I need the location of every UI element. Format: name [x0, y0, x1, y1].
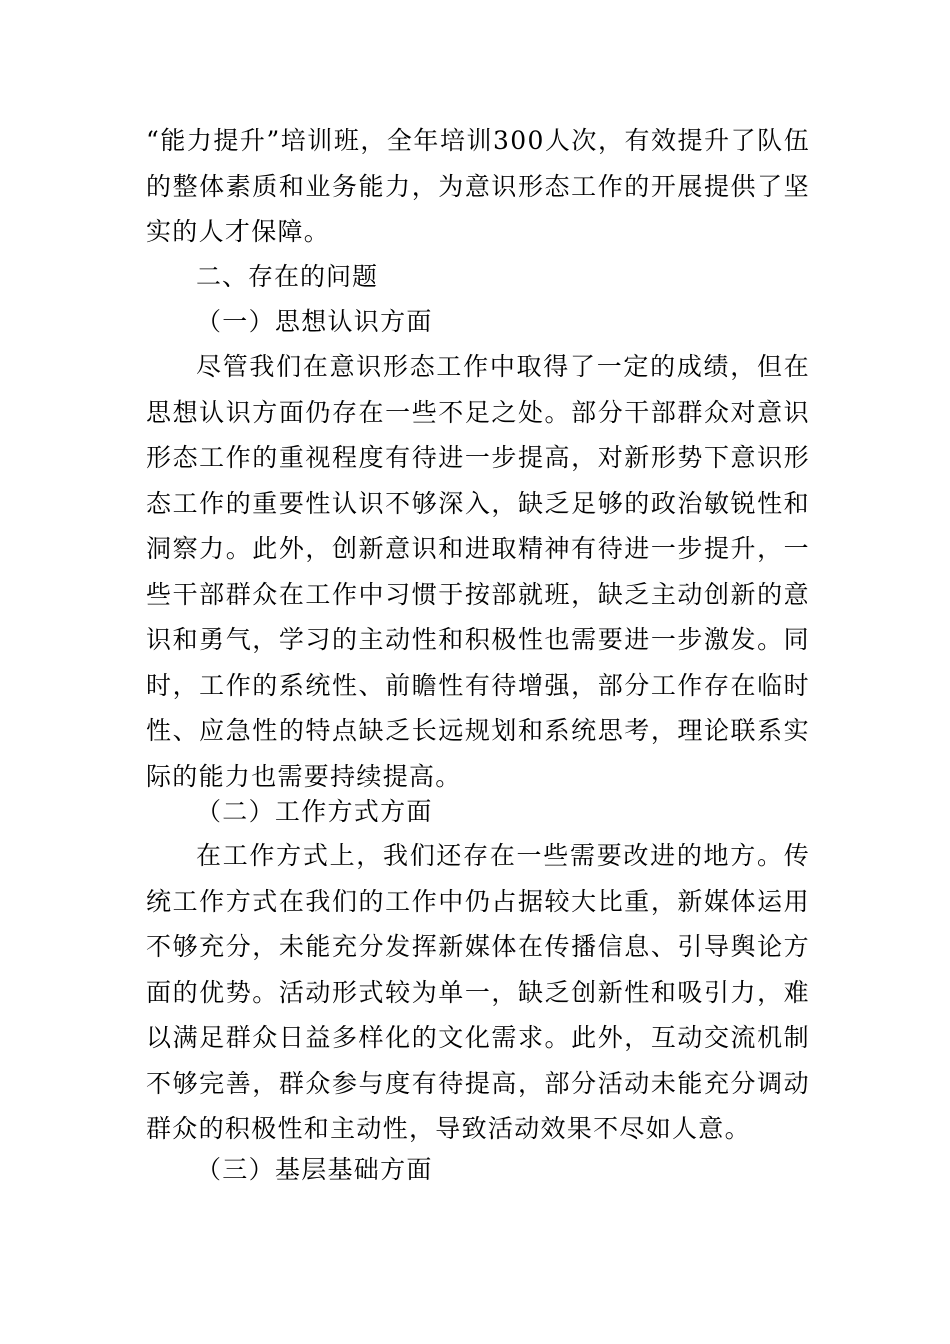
- subheading-grassroots-foundation: （三）基层基础方面: [196, 1155, 433, 1184]
- section-heading-problems: 二、存在的问题: [196, 262, 379, 291]
- work-methods-paragraph: 在工作方式上，我们还存在一些需要改进的地方。传统工作方式在我们的工作中仍占据较大比重，新媒体运用不够充分，未能充分发挥新媒体在传播信息、引导舆论方面的优势。活动形式较为单一，缺乏创新性和吸引力，难以满足群众日益多样化的文化需求。此外，互动交流机制不够完善，群众参与度有待提高，部分活动未能充分调动群众的积极性和主动性，导致活动效果不尽如人意。: [146, 841, 810, 1143]
- subheading-work-methods: （二）工作方式方面: [196, 797, 433, 826]
- ideological-awareness-paragraph: 尽管我们在意识形态工作中取得了一定的成绩，但在思想认识方面仍存在一些不足之处。部分干部群众对意识形态工作的重视程度有待进一步提高，对新形势下意识形态工作的重要性认识不够深入，缺乏足够的政治敏锐性和洞察力。此外，创新意识和进取精神有待进一步提升，一些干部群众在工作中习惯于按部就班，缺乏主动创新的意识和勇气，学习的主动性和积极性也需要进一步激发。同时，工作的系统性、前瞻性有待增强，部分工作存在临时性、应急性的特点缺乏长远规划和系统思考，理论联系实际的能力也需要持续提高。: [146, 352, 810, 791]
- intro-continued-paragraph: “能力提升”培训班，全年培训300人次，有效提升了队伍的整体素质和业务能力，为意识形态工作的开展提供了坚实的人才保障。: [146, 126, 810, 246]
- subheading-ideological-awareness: （一）思想认识方面: [196, 307, 433, 336]
